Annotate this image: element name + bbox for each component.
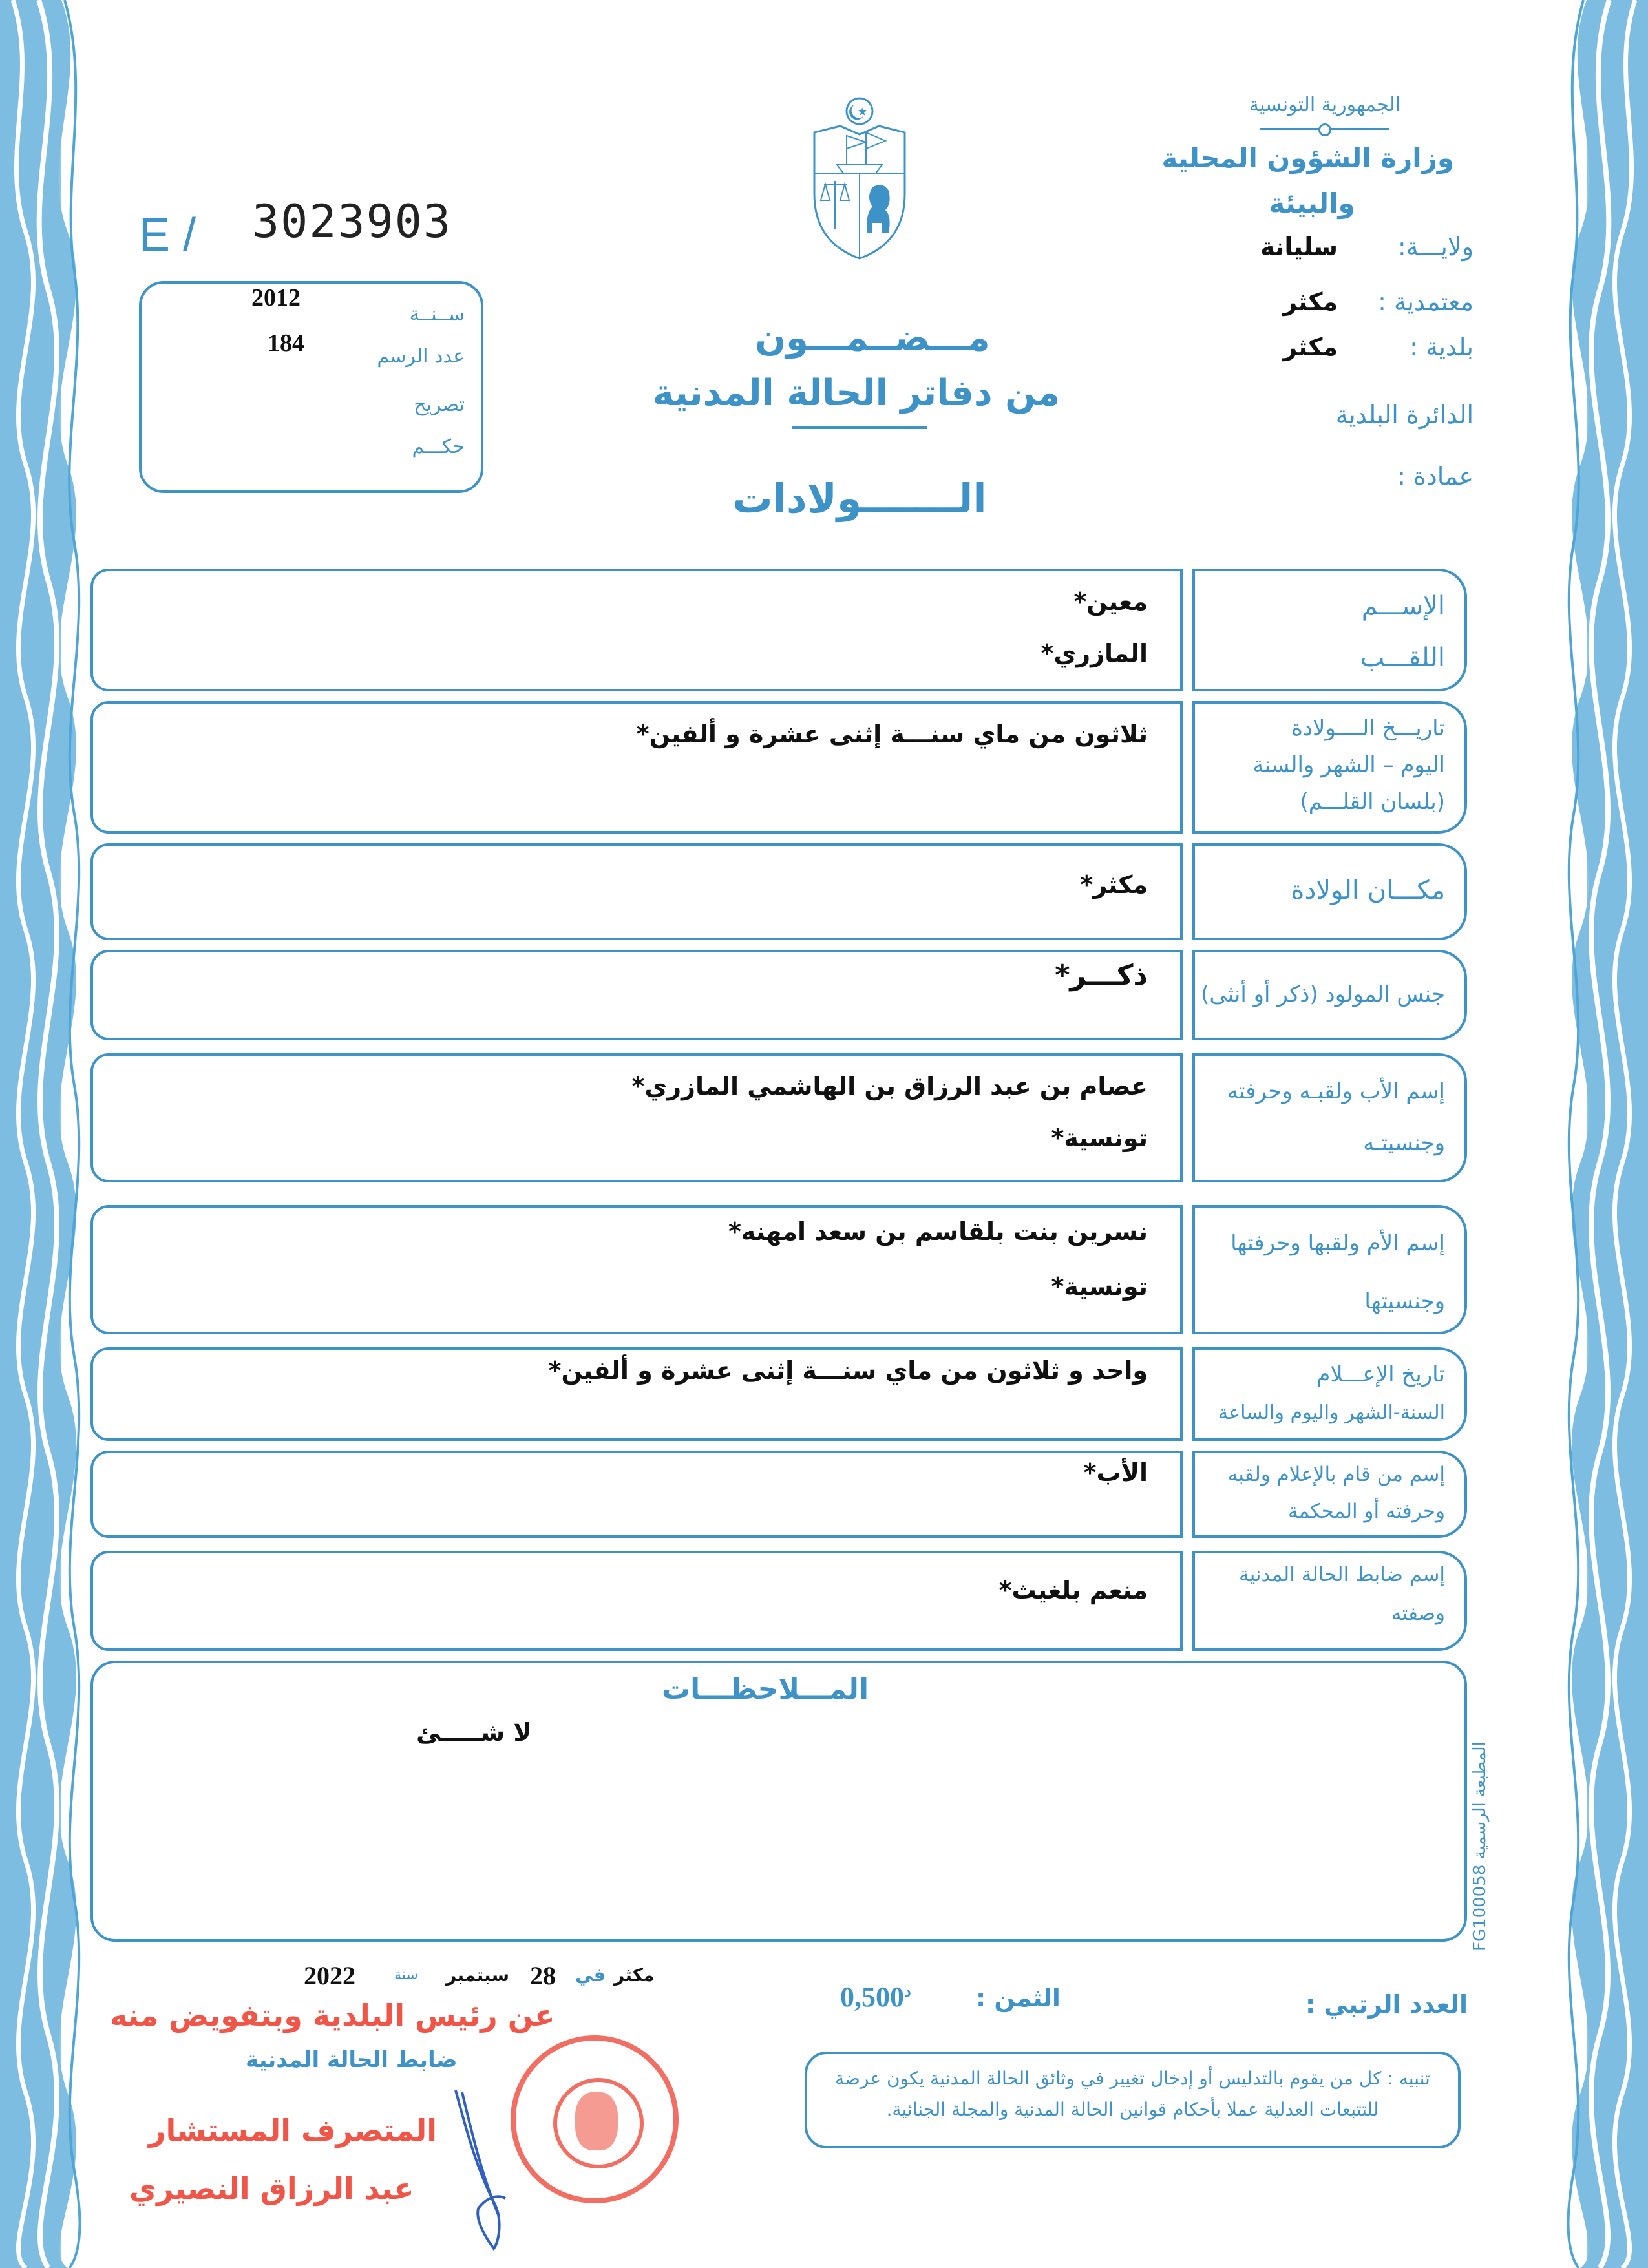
row-declarant [90, 1451, 1467, 1538]
handwritten-signature-icon [446, 2087, 517, 2255]
row-mother [90, 1205, 1467, 1334]
signature-year-label: سنة [394, 1967, 418, 1983]
birth-date-value: ثلاثون من ماي سنـــة إثنى عشرة و ألفين* [636, 720, 1148, 748]
officer-name-stamp: عبد الرزاق النصيري [129, 2171, 414, 2206]
label-cell [1192, 1551, 1467, 1651]
act-number-label: عدد الرسم [377, 345, 465, 368]
label-cell [1192, 569, 1467, 691]
value-cell [90, 1347, 1183, 1441]
officer-title: ضابط الحالة المدنية [246, 2047, 458, 2073]
label-cell [1192, 950, 1467, 1040]
mother-nationality-value: تونسية* [1051, 1272, 1148, 1301]
field-label-sector: عمادة : [1397, 462, 1474, 490]
guilloche-border-right [1480, 0, 1648, 2268]
row-declaration-date [90, 1347, 1467, 1441]
value-cell [90, 1205, 1183, 1334]
signature-month: سبتمبر [446, 1964, 510, 1986]
document-title: مـــضــمـــون [755, 317, 990, 359]
registrar-value: منعم بلغيث* [998, 1576, 1148, 1604]
declaration-date-value: واحد و ثلاثون من ماي سنـــة إثنى عشرة و ألفين* [548, 1356, 1148, 1385]
birth-place-label: مكـــان الولادة [1291, 876, 1445, 905]
divider-circle-icon [1318, 123, 1331, 136]
first-name-label: الإســـم [1361, 591, 1445, 621]
reference-box [139, 281, 483, 493]
birth-place-value: مكثر* [1080, 870, 1148, 899]
value-cell [90, 1551, 1183, 1651]
admin-fields [1215, 233, 1486, 504]
delegation-stamp-line: عن رئيس البلدية وبتفويض منه [110, 1998, 555, 2033]
father-nationality-value: تونسية* [1051, 1124, 1148, 1152]
label-cell [1192, 1205, 1467, 1334]
declarant-sublabel: وحرفته أو المحكمة [1288, 1500, 1445, 1523]
currency-symbol: د [904, 1983, 911, 2000]
signature-place: مكثر [614, 1964, 655, 1986]
field-label-municipal-district: الدائرة البلدية [1335, 401, 1474, 429]
declarant-label: إسم من قام بالإعلام ولقبه [1227, 1463, 1445, 1486]
warning-line-2: للتتبعات العدلية عملا بأحكام قوانين الحالة المدنية والمجلة الجنائية. [886, 2098, 1379, 2120]
value-cell [90, 1053, 1183, 1182]
serial-number: 3023903 [252, 195, 452, 248]
declaration-date-label: تاريخ الإعـــلام [1316, 1361, 1445, 1387]
registrar-sublabel: وصفته [1391, 1602, 1445, 1625]
surname-label: اللقـــب [1360, 643, 1445, 673]
warning-box [805, 2052, 1461, 2148]
first-name-value: معين* [1073, 587, 1148, 616]
row-name-surname [90, 569, 1467, 691]
field-label-municipality: بلدية : [1410, 333, 1474, 361]
label-cell [1192, 1053, 1467, 1182]
serial-prefix: E / [139, 209, 196, 261]
sex-value: ذكـــر* [1055, 959, 1148, 992]
row-birth-place [90, 843, 1467, 940]
official-stamp-icon [511, 2035, 679, 2203]
row-father [90, 1053, 1467, 1182]
field-value-municipality: مكثر [1283, 333, 1338, 361]
printer-code: المطبعة الرسمية FG100058 [1470, 1741, 1490, 1951]
value-cell [90, 569, 1183, 691]
label-cell [1192, 701, 1467, 834]
notes-box [90, 1661, 1467, 1942]
label-cell [1192, 1347, 1467, 1441]
field-label-delegation: معتمدية : [1378, 288, 1474, 316]
notes-title: المـــلاحظـــات [661, 1673, 869, 1706]
father-nationality-label: وجنسيتـه [1363, 1130, 1445, 1156]
row-sex [90, 950, 1467, 1040]
subtitle-underline [792, 426, 927, 429]
year-label: ســنــة [409, 303, 465, 326]
sex-label: جنس المولود (ذكر أو أنثى) [1201, 982, 1445, 1007]
birth-date-sublabel: اليوم – الشهر والسنة [1252, 752, 1445, 778]
ministry-heading: وزارة الشؤون المحلية [1161, 142, 1454, 174]
price-value [840, 1980, 911, 2015]
document-subtitle: من دفاتر الحالة المدنية [652, 372, 1061, 414]
tunisia-coat-of-arms-icon [808, 97, 911, 265]
value-cell [90, 1451, 1183, 1538]
mother-nationality-label: وجنسيتها [1364, 1288, 1445, 1314]
declarant-value: الأب* [1083, 1458, 1148, 1487]
officer-rank-stamp: المتصرف المستشار [149, 2113, 438, 2148]
section-title-births: الـــــــولادات [732, 475, 987, 522]
republic-heading: الجمهورية التونسية [1249, 94, 1401, 116]
label-cell [1192, 1451, 1467, 1538]
warning-line-1: تنبيه : كل من يقوم بالتدليس أو إدخال تغيير في وثائق الحالة المدنية يكون عرضة [835, 2068, 1430, 2089]
value-cell [90, 701, 1183, 834]
registrar-label: إسم ضابط الحالة المدنية [1238, 1563, 1445, 1586]
declaration-date-sublabel: السنة-الشهر واليوم والساعة [1218, 1402, 1445, 1424]
row-registrar [90, 1551, 1467, 1651]
birth-date-note: (بلسان القلـــم) [1300, 789, 1445, 815]
judgment-label: حكـــم [412, 436, 465, 458]
ministry-heading-2: والبيئة [1269, 187, 1355, 219]
value-cell [90, 843, 1183, 940]
value-cell [90, 950, 1183, 1040]
field-value-delegation: مكثر [1283, 288, 1338, 316]
year-value: 2012 [251, 284, 301, 311]
price-label: الثمن : [976, 1984, 1061, 2012]
mother-name-value: نسرين بنت بلقاسم بن سعد امهنه* [728, 1217, 1148, 1246]
signature-day: 28 [530, 1961, 556, 1990]
field-value-governorate: سليانة [1260, 233, 1338, 261]
row-birth-date [90, 701, 1467, 834]
sequence-number-label: العدد الرتبي : [1305, 1990, 1468, 2019]
price-amount: 0,500 [840, 1981, 904, 2013]
label-cell [1192, 843, 1467, 940]
declaration-label: تصريح [414, 394, 465, 416]
signature-year: 2022 [304, 1961, 355, 1990]
father-name-value: عصام بن عبد الرزاق بن الهاشمي المازري* [631, 1072, 1148, 1100]
act-number-value: 184 [268, 330, 304, 357]
field-label-governorate: ولايـــة: [1397, 233, 1474, 261]
signature-in-label: في [575, 1964, 606, 1986]
surname-value: المازري* [1041, 639, 1148, 667]
mother-label: إسم الأم ولقبها وحرفتها [1231, 1230, 1445, 1256]
father-label: إسم الأب ولقبـه وحرفته [1227, 1078, 1445, 1104]
notes-value: لا شـــــئ [416, 1718, 532, 1747]
stamp-emblem [575, 2092, 618, 2150]
birth-date-label: تاريـــخ الــــولادة [1291, 715, 1445, 741]
